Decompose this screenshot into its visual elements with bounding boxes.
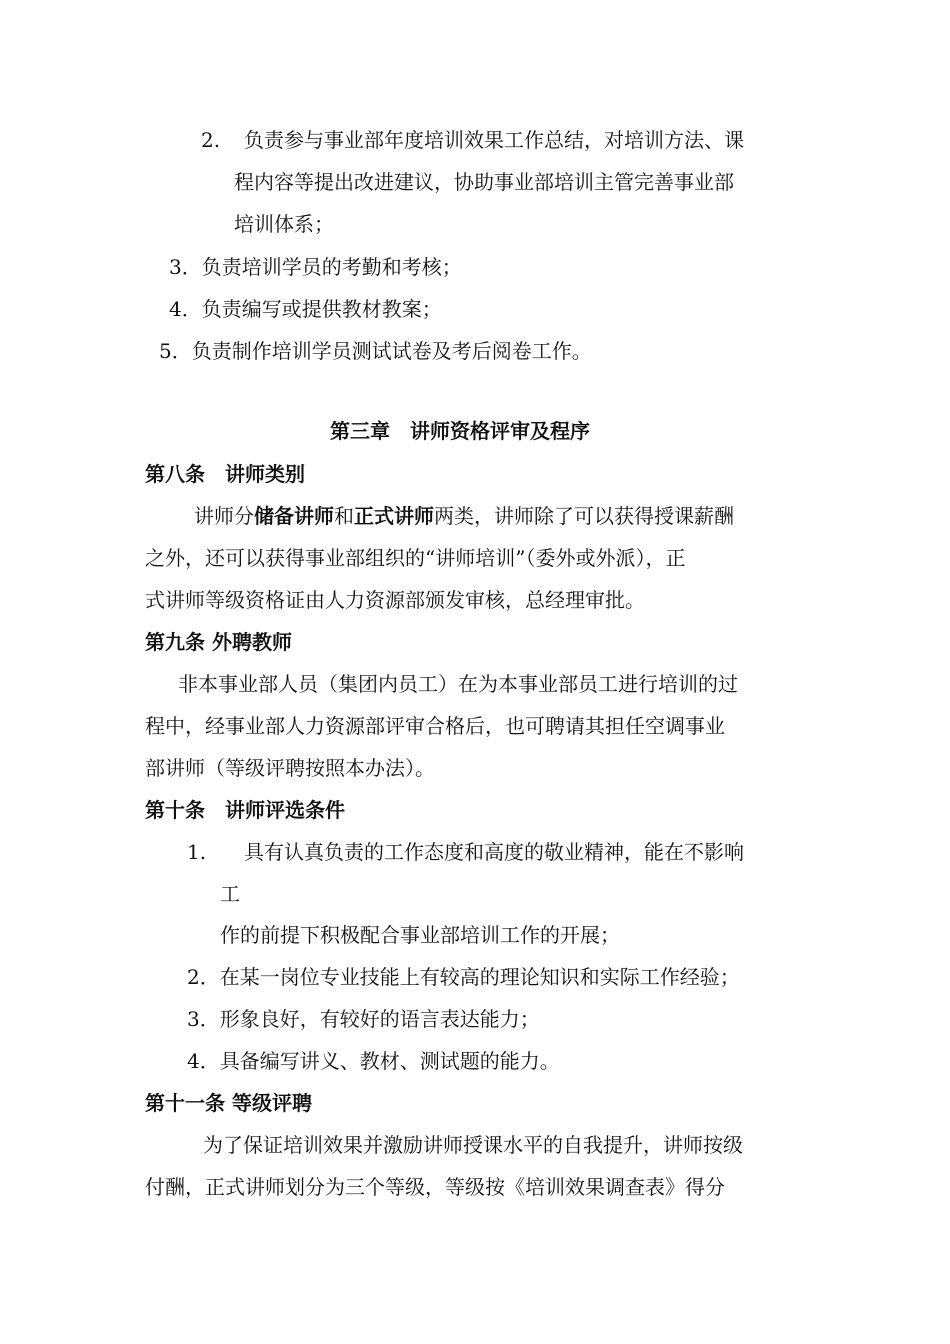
chapter-title: 第三章 讲师资格评审及程序 bbox=[330, 419, 590, 443]
article-heading: 第八条 讲师类别 bbox=[145, 462, 305, 486]
paragraph-line bbox=[194, 502, 734, 530]
text-run: 讲师分 bbox=[194, 504, 254, 528]
article-heading: 第十条 讲师评选条件 bbox=[145, 798, 345, 822]
list-item-text: 4．具备编写讲义、教材、测试题的能力。 bbox=[187, 1049, 560, 1073]
list-item-text: 程内容等提出改进建议，协助事业部培训主管完善事业部 bbox=[234, 170, 734, 194]
list-item-text: 工 bbox=[220, 882, 240, 906]
paragraph-line: 付酬，正式讲师划分为三个等级，等级按《培训效果调查表》得分 bbox=[145, 1175, 725, 1199]
bold-term: 储备讲师 bbox=[254, 504, 334, 528]
list-item-text: 5．负责制作培训学员测试试卷及考后阅卷工作。 bbox=[159, 339, 592, 363]
article-heading: 第九条 外聘教师 bbox=[145, 630, 292, 654]
article-heading: 第十一条 等级评聘 bbox=[145, 1091, 312, 1115]
paragraph-line: 为了保证培训效果并激励讲师授课水平的自我提升，讲师按级 bbox=[203, 1133, 743, 1157]
list-item-text: 作的前提下积极配合事业部培训工作的开展； bbox=[220, 923, 620, 947]
text-run: 和 bbox=[334, 504, 354, 528]
list-number: 1. bbox=[187, 840, 207, 864]
list-number: 2. bbox=[201, 128, 221, 152]
paragraph-line: 之外，还可以获得事业部组织的“讲师培训”（委外或外派），正 bbox=[145, 546, 686, 570]
list-item-text: 2．在某一岗位专业技能上有较高的理论知识和实际工作经验； bbox=[187, 965, 740, 989]
list-item-text: 3．负责培训学员的考勤和考核； bbox=[169, 255, 462, 279]
list-item-text: 具有认真负责的工作态度和高度的敬业精神，能在不影响 bbox=[244, 840, 744, 864]
paragraph-line: 式讲师等级资格证由人力资源部颁发审核，总经理审批。 bbox=[145, 588, 645, 612]
paragraph-line: 非本事业部人员（集团内员工）在为本事业部员工进行培训的过 bbox=[178, 672, 738, 696]
list-item-text: 负责参与事业部年度培训效果工作总结，对培训方法、课 bbox=[244, 128, 744, 152]
list-item-text: 培训体系； bbox=[234, 212, 334, 236]
text-run: 两类，讲师除了可以获得授课薪酬 bbox=[434, 504, 734, 528]
paragraph-line: 部讲师（等级评聘按照本办法）。 bbox=[145, 756, 435, 780]
bold-term: 正式讲师 bbox=[354, 504, 434, 528]
paragraph-line: 程中，经事业部人力资源部评审合格后，也可聘请其担任空调事业 bbox=[145, 714, 725, 738]
list-item-text: 4．负责编写或提供教材教案； bbox=[169, 297, 442, 321]
list-item-text: 3．形象良好，有较好的语言表达能力； bbox=[187, 1007, 540, 1031]
